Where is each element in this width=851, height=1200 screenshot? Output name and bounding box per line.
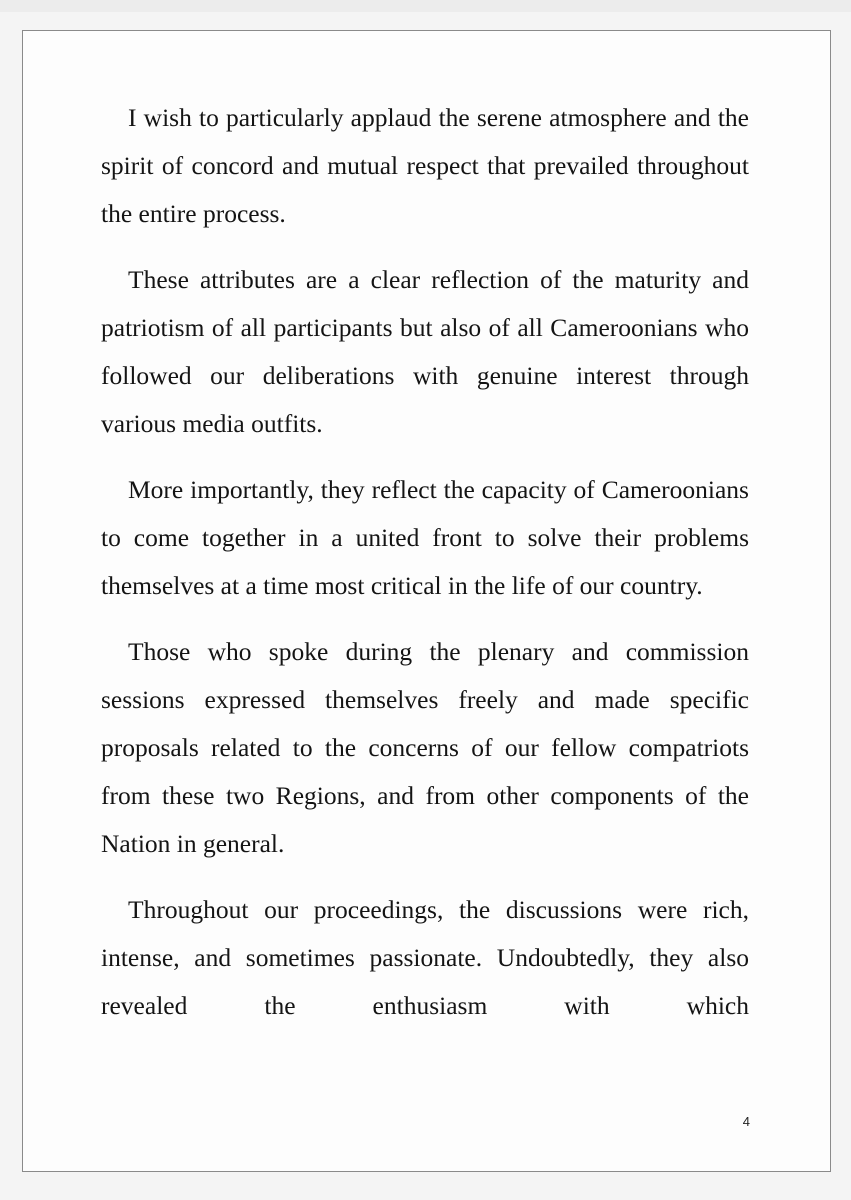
paragraph-5: Throughout our proceedings, the discussions were rich, intense, and sometimes passionate. Undoubtedly, they also revealed the enthusiasm with which — [101, 895, 749, 1020]
paragraph-2: These attributes are a clear reflection of the maturity and patriotism of all participants but also of all Cameroonians who followed our deliberations with genuine interest through various media outfits. — [101, 265, 749, 438]
paragraph-1: I wish to particularly applaud the serene atmosphere and the spirit of concord and mutual respect that prevailed throughout the entire process. — [101, 103, 749, 228]
document-body — [101, 94, 749, 1048]
page-number: 4 — [742, 1114, 750, 1129]
paragraph-3: More importantly, they reflect the capacity of Cameroonians to come together in a united front to solve their problems themselves at a time most critical in the life of our country. — [101, 475, 749, 600]
paragraph-4: Those who spoke during the plenary and commission sessions expressed themselves freely and made specific proposals related to the concerns of our fellow compatriots from these two Regions, and from other components of the Nation in general. — [101, 637, 749, 858]
top-strip — [0, 0, 851, 12]
